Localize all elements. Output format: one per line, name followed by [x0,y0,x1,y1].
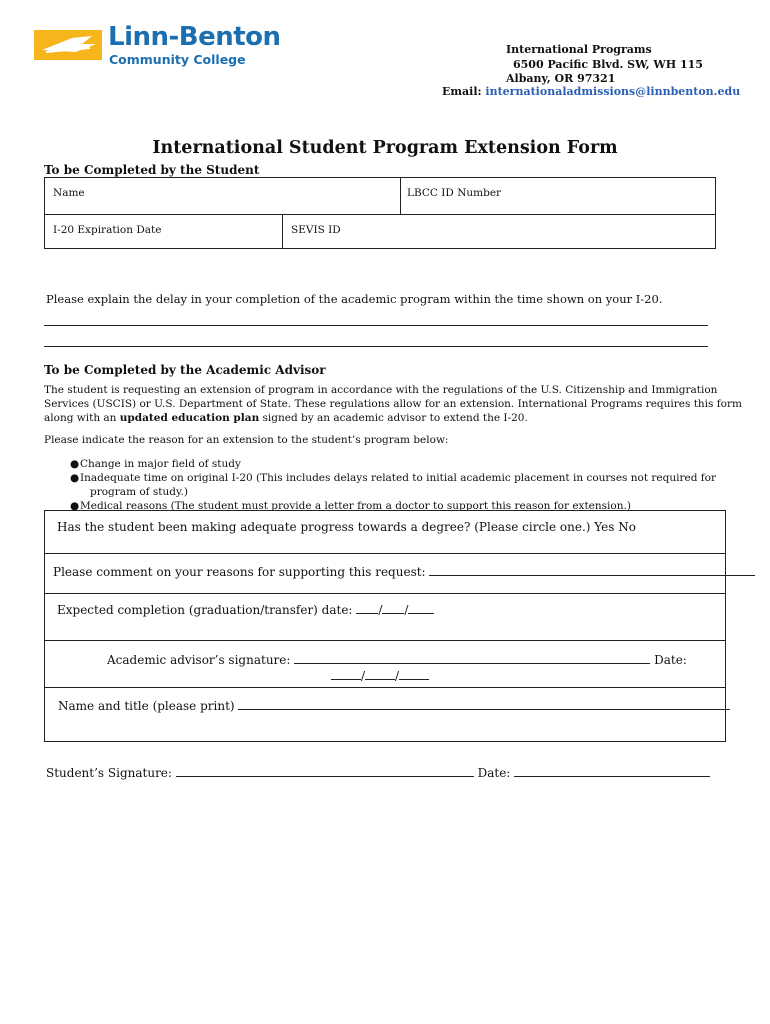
reason-prompt: Please indicate the reason for an extension to the student’s program below: [44,434,449,446]
sevis-id-field-label: SEVIS ID [291,224,341,236]
address-city: Albany, OR 97321 [506,72,616,85]
comment-row: Please comment on your reasons for supporting this request: [53,563,755,579]
i20-expiration-field-label: I-20 Expiration Date [53,224,162,236]
reasons-list [70,457,716,513]
education-plan-emphasis: updated education plan [119,412,260,424]
list-item: ●Inadequate time on original I-20 (This includes delays related to initial academic placement in courses not required for [70,472,716,484]
lbcc-id-field-label: LBCC ID Number [407,187,502,199]
explain-answer-line-2 [44,346,708,347]
advisor-date-label: Date: [654,653,687,667]
list-item: ●Change in major field of study [70,458,241,470]
student-date-line[interactable] [514,764,710,777]
email-link[interactable]: internationaladmissions@linnbenton.edu [485,85,741,98]
comment-input-line[interactable] [429,563,755,576]
name-title-row: Name and title (please print) [58,697,730,713]
advisor-paragraph-line-1: The student is requesting an extension of program in accordance with the regulations of the U.S. Citizenship and Immigration [44,384,718,396]
logo-subtitle: Community College [109,52,246,67]
address-email-line [442,84,740,99]
advisor-paragraph-line-2: Services (USCIS) or U.S. Department of State. These regulations allow for an extension. International Programs requires this form [44,398,742,410]
advisor-date-month-line[interactable] [331,667,361,680]
student-signature-line[interactable] [176,764,474,777]
progress-question: Has the student been making adequate progress towards a degree? (Please circle one.) Yes No [57,520,636,534]
student-signature-row: Student’s Signature: Date: [46,764,710,780]
completion-month-line[interactable] [356,601,378,614]
address-dept: International Programs [506,43,652,56]
list-item: ●Medical reasons (The student must provide a letter from a doctor to support this reason for extension.) [70,500,631,512]
explain-delay-prompt: Please explain the delay in your completion of the academic program within the time shown on your I-20. [46,292,663,306]
advisor-signature-line[interactable] [294,651,650,664]
advisor-date-row: / / [331,667,429,683]
completion-date-row: Expected completion (graduation/transfer) date: / / [57,601,434,617]
advisor-date-day-line[interactable] [365,667,395,680]
advisor-paragraph-line-3: along with an updated education plan signed by an academic advisor to extend the I-20. [44,412,528,424]
advisor-response-box [44,510,726,742]
completion-day-line[interactable] [382,601,404,614]
advisor-date-year-line[interactable] [399,667,429,680]
list-item-continuation: program of study.) [90,486,188,498]
completion-year-line[interactable] [408,601,434,614]
address-street: 6500 Pacific Blvd. SW, WH 115 [513,58,703,71]
advisor-section-heading: To be Completed by the Academic Advisor [44,363,326,377]
student-date-label: Date: [477,766,511,780]
logo-name: Linn-Benton [108,22,281,52]
explain-answer-line-1 [44,325,708,326]
email-label: Email: [442,85,482,98]
form-title: International Student Program Extension Form [152,138,618,158]
name-title-line[interactable] [238,697,730,710]
student-section-heading: To be Completed by the Student [44,163,260,177]
advisor-signature-row: Academic advisor’s signature: Date: [107,653,687,667]
student-info-table [44,177,716,249]
name-field-label: Name [53,187,85,199]
